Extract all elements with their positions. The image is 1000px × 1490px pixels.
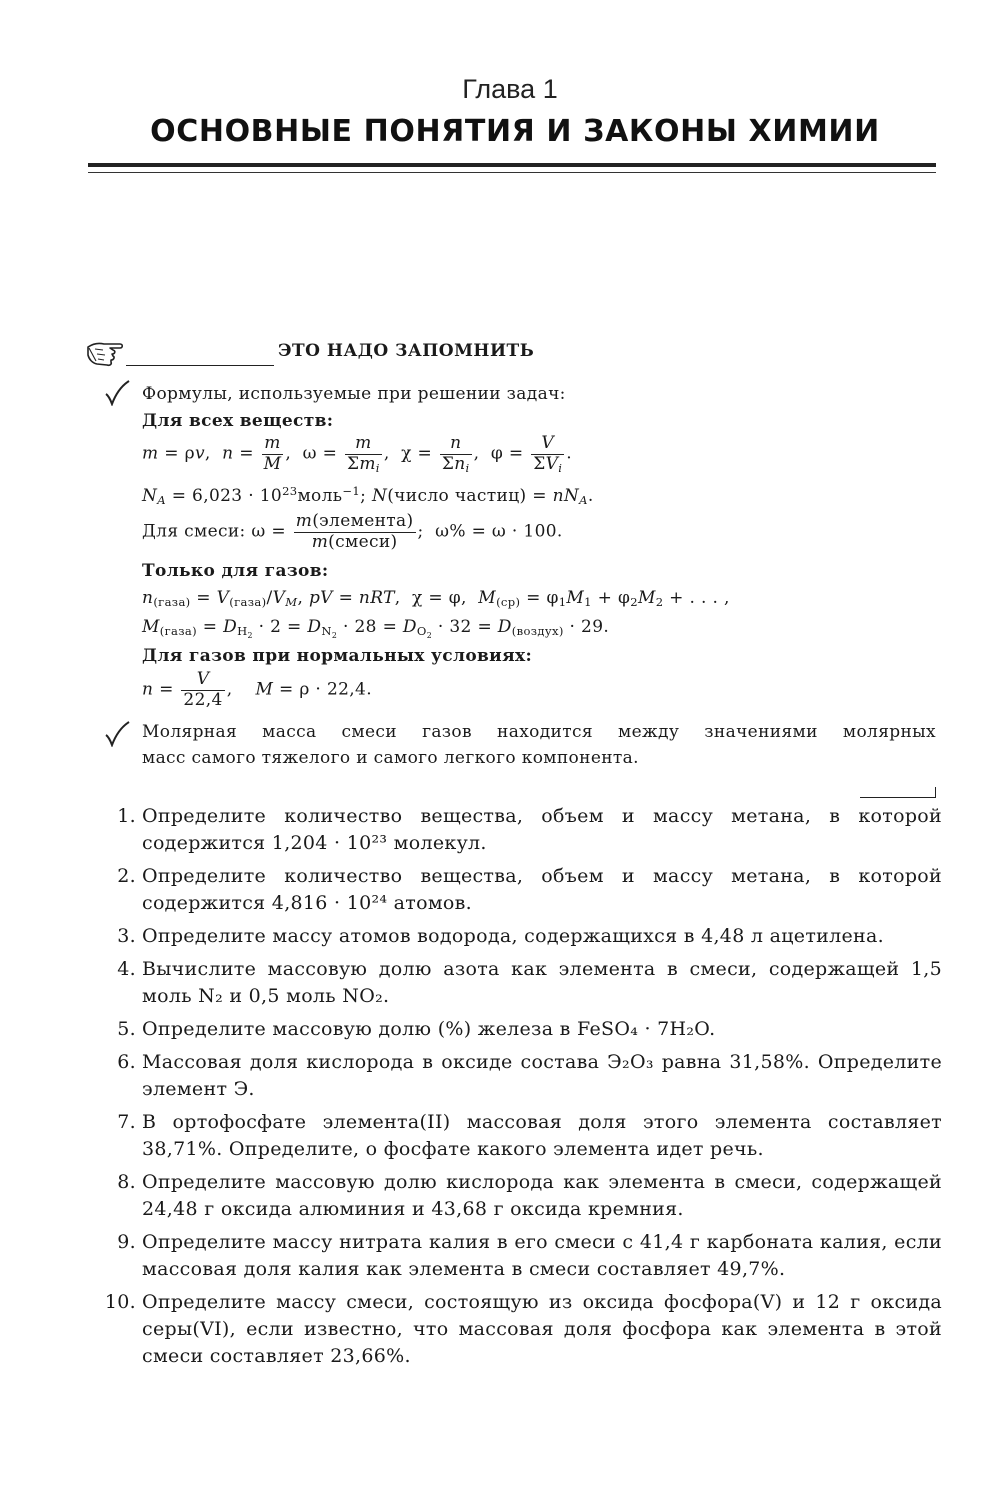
memo-underline (126, 365, 274, 366)
problem-item (100, 1289, 942, 1370)
problem-number: 7. (117, 1111, 136, 1133)
problem-item (100, 956, 942, 1010)
problem-text: Вычислите массовую долю азота как элемента в смеси, содержащей 1,5 моль N₂ и 0,5 моль NO₂. (142, 958, 942, 1007)
memo-intro: Формулы, используемые при решении задач: (142, 384, 566, 404)
formula-mixture: Для смеси: ω = $\frac{\text{m(элемента)}}{\text{m(смеси)}}$ ; ω% = ω · 100. (142, 511, 563, 552)
memo-title: ЭТО НАДО ЗАПОМНИТЬ (278, 341, 535, 361)
problem-text: Определите массовую долю кислорода как элемента в смеси, содержащей 24,48 г оксида алюминия и 43,68 г оксида кремния. (142, 1171, 942, 1220)
problem-item (100, 1169, 942, 1223)
checkmark-icon (104, 721, 130, 747)
pointing-hand-icon (86, 335, 132, 367)
problem-number: 2. (117, 865, 136, 887)
problem-number: 4. (117, 958, 136, 980)
problem-item (100, 1049, 942, 1103)
problem-text: Определите массу нитрата калия в его смеси с 41,4 г карбоната калия, если массовая доля калия как элемента в смеси составляет 49,7%. (142, 1231, 942, 1280)
chapter-label: Глава 1 (462, 74, 558, 104)
formula-gases-2: $M_{(газа)} = D_{H_2} \cdot 2 = D_{N_2} \cdot 28 = D_{O_2} \cdot 32 = D_{(воздух)} \cdot 29$. (142, 617, 610, 640)
formula-gases-1: $n_{(газа)} = V_{(газа)}/V_M$, pV = nRT, χ = φ, $M_{(ср)} = \varphi_1M_1 + \varphi_2M_2$ + . . . , (142, 588, 730, 610)
formula-normal-conditions: n = $\frac{V}{22,4}$ , M = ρ · 22,4. (142, 669, 372, 710)
problem-number: 9. (117, 1231, 136, 1253)
problem-number: 10. (104, 1291, 136, 1313)
all-substances-heading: Для всех веществ: (142, 411, 334, 431)
memo-end-bracket (860, 787, 936, 798)
chapter-title: ОСНОВНЫЕ ПОНЯТИЯ И ЗАКОНЫ ХИМИИ (150, 114, 880, 149)
header-rule-thick (88, 163, 936, 167)
memo-header (86, 335, 535, 375)
problem-item (100, 803, 942, 857)
problem-item (100, 923, 942, 950)
problem-number: 3. (117, 925, 136, 947)
problem-number: 6. (117, 1051, 136, 1073)
checkmark-icon (104, 380, 130, 406)
normal-conditions-heading: Для газов при нормальных условиях: (142, 646, 533, 666)
problem-item (100, 1109, 942, 1163)
problem-text: Определите массовую долю (%) железа в FeSO₄ · 7H₂O. (142, 1018, 716, 1040)
problem-list (100, 803, 942, 1376)
formula-avogadro: $N_A = 6,023$ · $10^{23}моль^{-1}$; N(число частиц) = $nN_A$. (142, 484, 594, 508)
problem-number: 8. (117, 1171, 136, 1193)
formula-basic: m = ρv, n = $\frac{m}{M}$ , ω = $\frac{m}{\Sigma m_i}$ , χ = $\frac{n}{\Sigma n_i}$ , φ = $\frac{V}{\Sigma V_i}$ . (142, 433, 573, 475)
problem-text: Массовая доля кислорода в оксиде состава Э₂O₃ равна 31,58%. Определите элемент Э. (142, 1051, 942, 1100)
problem-text: В ортофосфате элемента(II) массовая доля этого элемента составляет 38,71%. Определите, о фосфате какого элемента идет речь. (142, 1111, 942, 1160)
problem-text: Определите количество вещества, объем и массу метана, в которой содержится 4,816 · 10²⁴ атомов. (142, 865, 942, 914)
header-rule-thin (88, 172, 936, 173)
mixture-mass-rule-line1: Молярная масса смеси газов находится между значениями молярных (142, 722, 936, 742)
problem-number: 1. (117, 805, 136, 827)
problem-number: 5. (117, 1018, 136, 1040)
mixture-mass-rule-line2: масс самого тяжелого и самого легкого компонента. (142, 748, 639, 768)
problem-text: Определите массу атомов водорода, содержащихся в 4,48 л ацетилена. (142, 925, 884, 947)
problem-item (100, 1229, 942, 1283)
problem-item (100, 863, 942, 917)
gases-heading: Только для газов: (142, 561, 329, 581)
problem-text: Определите количество вещества, объем и массу метана, в которой содержится 1,204 · 10²³ молекул. (142, 805, 942, 854)
problem-item (100, 1016, 942, 1043)
problem-text: Определите массу смеси, состоящую из оксида фосфора(V) и 12 г оксида серы(VI), если известно, что массовая доля фосфора как элемента в этой смеси составляет 23,66%. (142, 1291, 942, 1367)
